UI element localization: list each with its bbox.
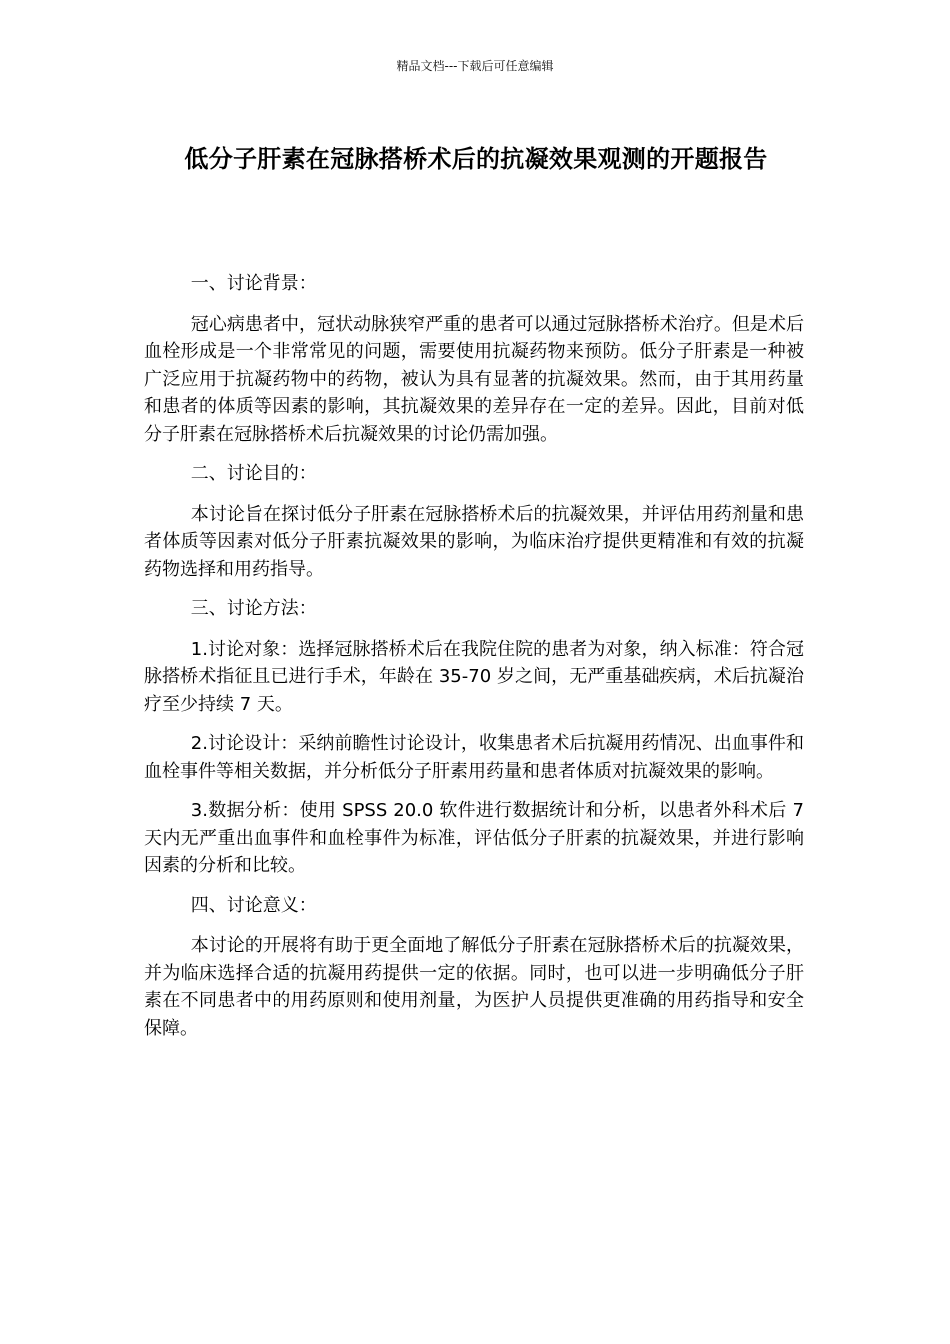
paragraph-methods-analysis: 3.数据分析：使用 SPSS 20.0 软件进行数据统计和分析，以患者外科术后 7 天内无严重出血事件和血栓事件为标准，评估低分子肝素的抗凝效果，并进行影响因素的分析和比较。 (144, 800, 804, 876)
section-heading-significance: 四、讨论意义： (190, 894, 317, 916)
paragraph-significance: 本讨论的开展将有助于更全面地了解低分子肝素在冠脉搭桥术后的抗凝效果，并为临床选择合适的抗凝用药提供一定的依据。同时，也可以进一步明确低分子肝素在不同患者中的用药原则和使用剂量，为医护人员提供更准确的用药指导和安全保障。 (144, 935, 804, 1039)
paragraph-background: 冠心病患者中，冠状动脉狭窄严重的患者可以通过冠脉搭桥术治疗。但是术后血栓形成是一个非常常见的问题，需要使用抗凝药物来预防。低分子肝素是一种被广泛应用于抗凝药物中的药物，被认为具有显著的抗凝效果。然而，由于其用药量和患者的体质等因素的影响，其抗凝效果的差异存在一定的差异。因此，目前对低分子肝素在冠脉搭桥术后抗凝效果的讨论仍需加强。 (144, 313, 804, 445)
section-heading-background: 一、讨论背景： (190, 273, 317, 294)
document-title: 低分子肝素在冠脉搭桥术后的抗凝效果观测的开题报告 (184, 145, 768, 173)
page-header: 精品文档---下载后可任意编辑 (396, 59, 554, 73)
document-body (144, 270, 804, 1054)
paragraph-purpose: 本讨论旨在探讨低分子肝素在冠脉搭桥术后的抗凝效果，并评估用药剂量和患者体质等因素对低分子肝素抗凝效果的影响，为临床治疗提供更精准和有效的抗凝药物选择和用药指导。 (144, 503, 804, 580)
section-heading-purpose: 二、讨论目的： (190, 463, 317, 484)
section-heading-methods: 三、讨论方法： (190, 598, 317, 619)
paragraph-methods-subjects: 1.讨论对象：选择冠脉搭桥术后在我院住院的患者为对象，纳入标准：符合冠脉搭桥术指征且已进行手术，年龄在 35-70 岁之间，无严重基础疾病，术后抗凝治疗至少持续 7 天。 (144, 638, 804, 715)
paragraph-methods-design: 2.讨论设计：采纳前瞻性讨论设计，收集患者术后抗凝用药情况、出血事件和血栓事件等相关数据，并分析低分子肝素用药量和患者体质对抗凝效果的影响。 (144, 733, 804, 782)
